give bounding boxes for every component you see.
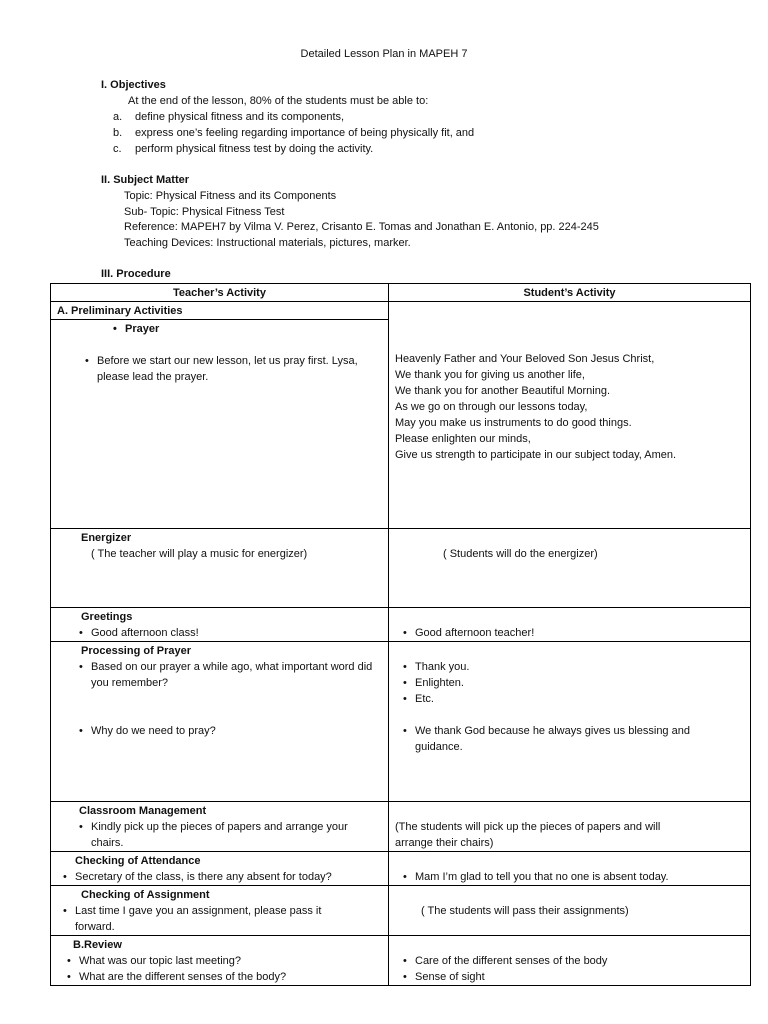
subject-reference: Reference: MAPEH7 by Vilma V. Perez, Crisanto E. Tomas and Jonathan E. Antonio, pp. 224-245 [124, 221, 599, 233]
energizer-teacher-cell [51, 529, 389, 608]
greetings-student-text: • Good afternoon teacher! [395, 625, 744, 641]
prayer-teacher-cell [51, 320, 389, 529]
greetings-label: Greetings [81, 611, 133, 623]
review-label: B.Review [73, 939, 122, 951]
document-title: Detailed Lesson Plan in MAPEH 7 [300, 48, 468, 60]
processing-question-2: • Why do we need to pray? [57, 723, 382, 739]
review-answer: • Sense of sight [395, 969, 744, 985]
energizer-student-text: ( Students will do the energizer) [443, 548, 598, 560]
objective-item: b. express one’s feeling regarding importance of being physically fit, and [113, 127, 475, 139]
classroom-teacher-text: • Kindly pick up the pieces of papers and arrange your chairs. [57, 819, 351, 851]
attendance-student-cell [389, 852, 751, 886]
processing-answer-2: • We thank God because he always gives us blessing and guidance. [395, 723, 715, 755]
prayer-line: Give us strength to participate in our subject today, Amen. [395, 449, 677, 461]
processing-answer: • Etc. [395, 691, 744, 707]
processing-answer: • Enlighten. [395, 675, 744, 691]
objectives-heading: I. Objectives [101, 79, 166, 91]
attendance-teacher-cell [51, 852, 389, 886]
procedure-table [50, 283, 751, 986]
objective-item: a. define physical fitness and its components, [113, 111, 345, 123]
assignment-label: Checking of Assignment [81, 889, 210, 901]
prayer-line: We thank you for giving us another life, [395, 369, 585, 381]
classroom-management-label: Classroom Management [79, 805, 207, 817]
processing-student-cell [389, 642, 751, 802]
processing-question-1: • Based on our prayer a while ago, what important word did you remember? [57, 659, 373, 691]
subject-topic: Topic: Physical Fitness and its Components [124, 190, 337, 202]
prayer-teacher-text: • Before we start our new lesson, let us pray first. Lysa, please lead the prayer. [57, 353, 377, 385]
classroom-teacher-cell [51, 802, 389, 852]
subject-subtopic: Sub- Topic: Physical Fitness Test [124, 206, 285, 218]
review-question: • What are the different senses of the body? [57, 969, 382, 985]
objectives-intro: At the end of the lesson, 80% of the students must be able to: [128, 95, 429, 107]
attendance-student-text: • Mam I’m glad to tell you that no one is absent today. [395, 869, 744, 885]
attendance-label: Checking of Attendance [75, 855, 201, 867]
assignment-student-cell [389, 886, 751, 936]
student-activity-header: Student’s Activity [389, 284, 751, 302]
prayer-line: May you make us instruments to do good things. [395, 417, 632, 429]
energizer-label: Energizer [81, 532, 132, 544]
review-answer: • Care of the different senses of the body [395, 953, 744, 969]
classroom-student-text: (The students will pick up the pieces of papers and will arrange their chairs) [395, 821, 661, 849]
assignment-student-text: ( The students will pass their assignments) [421, 905, 629, 917]
assignment-teacher-text: • Last time I gave you an assignment, please pass it forward. [57, 903, 339, 935]
assignment-teacher-cell [51, 886, 389, 936]
subject-matter-heading: II. Subject Matter [101, 174, 190, 186]
review-student-cell [389, 936, 751, 986]
attendance-teacher-text: • Secretary of the class, is there any absent for today? [57, 869, 382, 885]
processing-answer: • Thank you. [395, 659, 744, 675]
review-question: • What was our topic last meeting? [57, 953, 382, 969]
processing-teacher-cell [51, 642, 389, 802]
energizer-student-cell [389, 529, 751, 608]
prayer-line: We thank you for another Beautiful Morning. [395, 385, 611, 397]
greetings-student-cell [389, 608, 751, 642]
objective-item: c. perform physical fitness test by doing the activity. [113, 143, 374, 155]
preliminary-activities-label: A. Preliminary Activities [51, 302, 389, 320]
prayer-line: Heavenly Father and Your Beloved Son Jesus Christ, [395, 353, 655, 365]
teacher-activity-header: Teacher’s Activity [51, 284, 389, 302]
prayer-line: As we go on through our lessons today, [395, 401, 588, 413]
prayer-label: • Prayer [57, 321, 382, 337]
prayer-line: Please enlighten our minds, [395, 433, 531, 445]
subject-devices: Teaching Devices: Instructional materials, pictures, marker. [124, 237, 411, 249]
energizer-teacher-text: ( The teacher will play a music for energizer) [91, 548, 308, 560]
greetings-teacher-text: • Good afternoon class! [57, 625, 382, 641]
prayer-student-cell [389, 302, 751, 529]
processing-label: Processing of Prayer [81, 645, 192, 657]
classroom-student-cell [389, 802, 751, 852]
review-teacher-cell [51, 936, 389, 986]
procedure-heading: III. Procedure [101, 268, 171, 280]
greetings-teacher-cell [51, 608, 389, 642]
